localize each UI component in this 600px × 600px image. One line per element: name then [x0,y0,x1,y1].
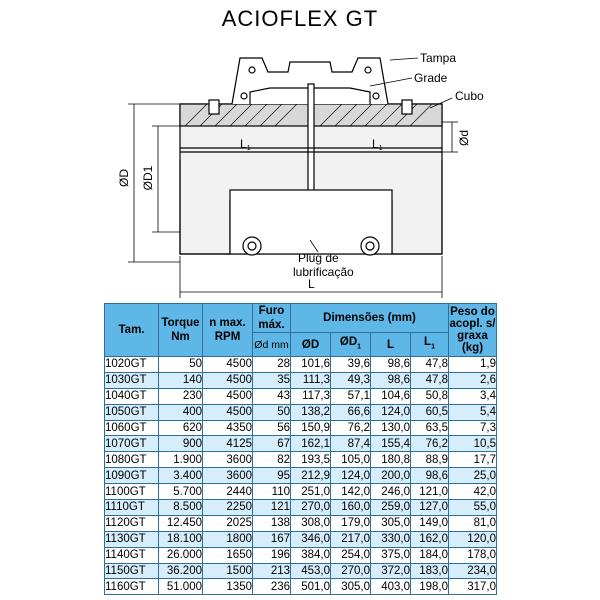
table-cell: 183,0 [411,563,449,579]
label-odsmall: Ød [457,129,471,147]
table-cell: 230 [159,388,203,404]
table-cell: 4500 [203,357,253,373]
table-cell: 43 [253,388,291,404]
table-cell: 180,8 [371,452,411,468]
table-row [105,500,497,516]
header-d: ØD [291,333,331,357]
table-cell: 121 [253,500,291,516]
table-cell: 36.200 [159,563,203,579]
table-row [105,372,497,388]
table-cell: 63,5 [411,420,449,436]
table-row [105,484,497,500]
table-cell: 196 [253,547,291,563]
table-cell: 12.450 [159,515,203,531]
table-cell: 2440 [203,484,253,500]
header-dimensoes: Dimensões (mm) [291,304,449,333]
table-cell: 1,9 [449,357,497,373]
table-cell: 76,2 [411,436,449,452]
table-cell: 98,6 [371,372,411,388]
table-cell: 7,3 [449,420,497,436]
label-l1-left: L1 [240,137,251,152]
table-cell: 155,4 [371,436,411,452]
table-cell: 1030GT [105,372,159,388]
table-cell: 95 [253,468,291,484]
table-cell: 4500 [203,388,253,404]
label-l1-right: L1 [372,137,383,152]
spec-table [104,303,497,595]
table-cell: 403,0 [371,579,411,595]
table-cell: 88,9 [411,452,449,468]
table-cell: 57,1 [331,388,371,404]
table-cell: 26.000 [159,547,203,563]
label-od1: ØD1 [141,165,155,191]
table-cell: 130,0 [371,420,411,436]
table-cell: 98,6 [371,357,411,373]
header-tam: Tam. [105,304,159,357]
table-cell: 213 [253,563,291,579]
table-cell: 1350 [203,579,253,595]
table-cell: 198,0 [411,579,449,595]
table-cell: 1070GT [105,436,159,452]
table-cell: 4125 [203,436,253,452]
table-cell: 149,0 [411,515,449,531]
table-cell: 160,0 [331,500,371,516]
table-cell: 1090GT [105,468,159,484]
table-cell: 346,0 [291,531,331,547]
table-cell: 3600 [203,452,253,468]
table-cell: 8.500 [159,500,203,516]
header-l: L [371,333,411,357]
label-tampa: Tampa [420,51,457,65]
table-row [105,452,497,468]
label-plug-1: Plug de [298,251,339,265]
table-row [105,436,497,452]
table-cell: 101,6 [291,357,331,373]
table-cell: 270,0 [331,563,371,579]
table-cell: 56 [253,420,291,436]
table-cell: 47,8 [411,372,449,388]
table-cell: 10,5 [449,436,497,452]
table-row [105,388,497,404]
table-cell: 120,0 [449,531,497,547]
table-cell: 98,6 [411,468,449,484]
table-cell: 51.000 [159,579,203,595]
table-cell: 453,0 [291,563,331,579]
table-cell: 236 [253,579,291,595]
table-cell: 2025 [203,515,253,531]
table-cell: 246,0 [371,484,411,500]
table-cell: 140 [159,372,203,388]
table-cell: 620 [159,420,203,436]
table-cell: 308,0 [291,515,331,531]
table-cell: 87,4 [331,436,371,452]
table-cell: 42,0 [449,484,497,500]
table-cell: 50 [159,357,203,373]
label-od: ØD [117,169,131,187]
table-cell: 55,0 [449,500,497,516]
table-cell: 105,0 [331,452,371,468]
table-cell: 4350 [203,420,253,436]
table-cell: 1150GT [105,563,159,579]
table-cell: 18.100 [159,531,203,547]
table-cell: 217,0 [331,531,371,547]
plug-right [361,237,379,255]
table-cell: 127,0 [411,500,449,516]
table-row [105,531,497,547]
table-cell: 49,3 [331,372,371,388]
table-row [105,468,497,484]
table-cell: 117,3 [291,388,331,404]
table-cell: 1160GT [105,579,159,595]
table-cell: 1040GT [105,388,159,404]
table-cell: 305,0 [331,579,371,595]
table-row [105,357,497,373]
table-cell: 60,5 [411,404,449,420]
table-cell: 317,0 [449,579,497,595]
table-cell: 1060GT [105,420,159,436]
table-cell: 3,4 [449,388,497,404]
plug-left [243,237,261,255]
table-cell: 4500 [203,372,253,388]
table-cell: 167 [253,531,291,547]
table-cell: 1020GT [105,357,159,373]
table-cell: 66,6 [331,404,371,420]
table-cell: 1.900 [159,452,203,468]
table-cell: 1500 [203,563,253,579]
table-cell: 110 [253,484,291,500]
table-cell: 212,9 [291,468,331,484]
table-cell: 150,9 [291,420,331,436]
table-cell: 330,0 [371,531,411,547]
table-cell: 81,0 [449,515,497,531]
table-row [105,579,497,595]
table-cell: 1650 [203,547,253,563]
page-title: ACIOFLEX GT [221,6,379,31]
table-cell: 179,0 [331,515,371,531]
table-cell: 82 [253,452,291,468]
table-cell: 3.400 [159,468,203,484]
label-grade: Grade [414,71,448,85]
table-row [105,547,497,563]
table-cell: 1120GT [105,515,159,531]
label-l: L [308,277,315,291]
table-cell: 142,0 [331,484,371,500]
table-cell: 111,3 [291,372,331,388]
table-row [105,563,497,579]
table-cell: 5.700 [159,484,203,500]
table-cell: 1050GT [105,404,159,420]
table-cell: 384,0 [291,547,331,563]
table-cell: 47,8 [411,357,449,373]
table-cell: 162,0 [411,531,449,547]
header-l1: $L_1$ [411,333,449,357]
table-row [105,404,497,420]
table-cell: 184,0 [411,547,449,563]
table-cell: 1140GT [105,547,159,563]
table-cell: 193,5 [291,452,331,468]
table-cell: 76,2 [331,420,371,436]
table-cell: 4500 [203,404,253,420]
table-cell: 251,0 [291,484,331,500]
table-row [105,420,497,436]
table-cell: 28 [253,357,291,373]
table-cell: 2250 [203,500,253,516]
label-cubo: Cubo [455,89,484,103]
spec-table-body [105,357,497,595]
header-peso: Peso do acopl. s/ graxa (kg) [449,304,497,357]
table-cell: 67 [253,436,291,452]
table-cell: 124,0 [331,468,371,484]
table-cell: 1110GT [105,500,159,516]
header-torque: Torque Nm [159,304,203,357]
table-cell: 900 [159,436,203,452]
table-cell: 1080GT [105,452,159,468]
table-cell: 1800 [203,531,253,547]
table-cell: 259,0 [371,500,411,516]
table-cell: 1130GT [105,531,159,547]
table-cell: 25,0 [449,468,497,484]
table-cell: 138,2 [291,404,331,420]
table-cell: 39,6 [331,357,371,373]
label-plug-2: lubrificação [293,265,354,279]
table-cell: 305,0 [371,515,411,531]
table-cell: 50,8 [411,388,449,404]
table-cell: 17,7 [449,452,497,468]
table-cell: 138 [253,515,291,531]
table-cell: 254,0 [331,547,371,563]
table-cell: 372,0 [371,563,411,579]
table-cell: 200,0 [371,468,411,484]
table-cell: 121,0 [411,484,449,500]
header-nmax: n max. RPM [203,304,253,357]
table-row [105,515,497,531]
header-furo: Furo máx. [253,304,291,333]
table-cell: 400 [159,404,203,420]
table-cell: 234,0 [449,563,497,579]
table-cell: 178,0 [449,547,497,563]
table-cell: 1100GT [105,484,159,500]
table-cell: 5,4 [449,404,497,420]
table-cell: 2,6 [449,372,497,388]
table-cell: 124,0 [371,404,411,420]
header-d1: $ØD_1$ [331,333,371,357]
table-cell: 162,1 [291,436,331,452]
table-cell: 50 [253,404,291,420]
table-cell: 104,6 [371,388,411,404]
table-cell: 501,0 [291,579,331,595]
table-cell: 3600 [203,468,253,484]
table-cell: 375,0 [371,547,411,563]
header-furo-unit: Ød mm [253,333,291,357]
table-cell: 270,0 [291,500,331,516]
table-cell: 35 [253,372,291,388]
